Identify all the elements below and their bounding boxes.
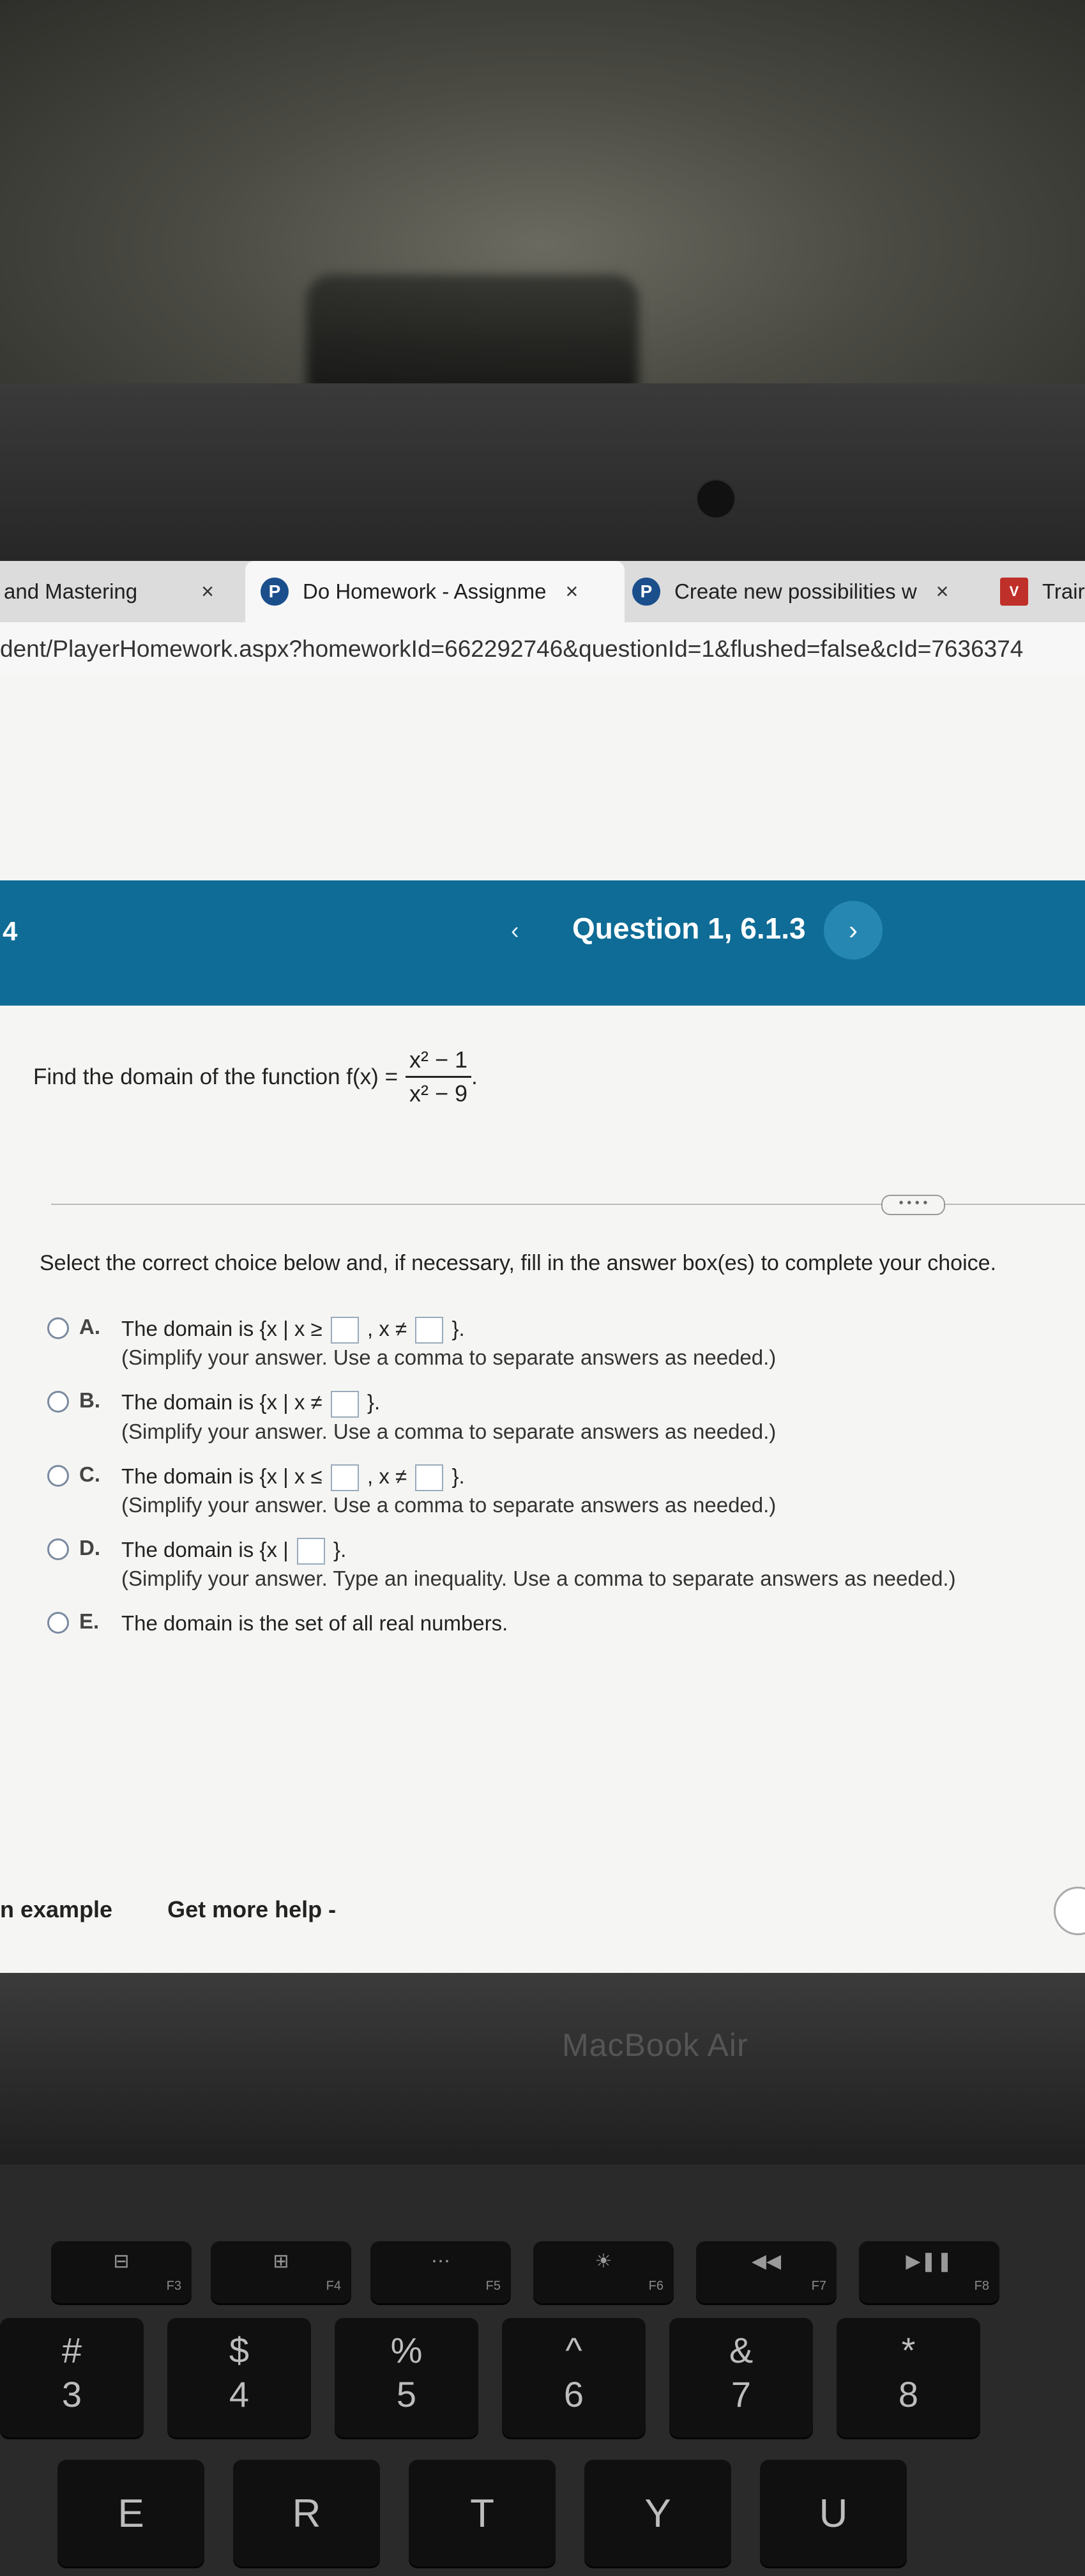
laptop-screen: [0, 561, 1085, 1973]
play-pause-icon: ▶❚❚: [906, 2251, 953, 2272]
fraction-denominator: x² − 9: [409, 1080, 468, 1107]
more-options-button[interactable]: • • • •: [881, 1195, 945, 1215]
radio-button[interactable]: [47, 1538, 69, 1560]
answer-box[interactable]: [331, 1464, 359, 1491]
choice-text: }.: [367, 1390, 381, 1414]
mission-control-icon: ⊟: [113, 2251, 130, 2272]
key-5: % 5: [335, 2318, 478, 2439]
key-f8: ▶❚❚ F8: [859, 2241, 999, 2305]
choice-letter: E.: [79, 1609, 100, 1634]
choice-text: }.: [451, 1317, 465, 1340]
radio-button[interactable]: [47, 1391, 69, 1413]
choice-text: }.: [451, 1464, 465, 1488]
key-f5: ⋯ F5: [370, 2241, 511, 2305]
key-8: * 8: [837, 2318, 980, 2439]
choice-hint: (Simplify your answer. Use a comma to separate answers as needed.): [121, 1419, 777, 1443]
question-header: [0, 880, 1085, 1006]
answer-box[interactable]: [415, 1464, 443, 1491]
pearson-icon: P: [632, 578, 660, 606]
choice-hint: (Simplify your answer. Use a comma to separate answers as needed.): [121, 1346, 777, 1370]
keyboard: [0, 2165, 1085, 2576]
choice-letter: A.: [79, 1315, 100, 1338]
choice-text: The domain is {x | x ≥: [121, 1317, 322, 1340]
key-f3: ⊟ F3: [51, 2241, 192, 2305]
webcam: [697, 480, 734, 518]
get-more-help-link[interactable]: Get more help -: [167, 1896, 337, 1922]
function-fraction: [406, 1046, 471, 1107]
url-text: dent/PlayerHomework.aspx?homeworkId=662292746&questionId=1&flushed=false&cId=7636374: [0, 636, 1024, 662]
choice-d[interactable]: [47, 1536, 1069, 1593]
choice-letter: C.: [79, 1462, 100, 1486]
address-bar[interactable]: [0, 622, 1085, 677]
radio-button[interactable]: [47, 1317, 69, 1339]
tab-label: Do Homework - Assignme: [303, 579, 547, 603]
problem-text: Find the domain of the function f(x) =: [33, 1064, 398, 1089]
laptop-bezel: [0, 383, 1085, 569]
keyboard-backlight-icon: ⋯: [431, 2251, 450, 2272]
view-example-link[interactable]: n example: [0, 1896, 113, 1922]
choice-text: The domain is {x | x ≠: [121, 1390, 322, 1414]
help-links: [0, 1896, 384, 1923]
key-7: & 7: [669, 2318, 813, 2439]
brightness-icon: ☀: [595, 2251, 612, 2272]
answer-choices: [47, 1315, 1069, 1654]
close-icon[interactable]: ×: [201, 579, 214, 604]
tab-training[interactable]: [1000, 561, 1085, 622]
instruction-text: Select the correct choice below and, if necessary, fill in the answer box(es) to complete your choice.: [40, 1251, 996, 1275]
previous-question-button[interactable]: ‹: [511, 917, 519, 944]
answer-box[interactable]: [415, 1317, 443, 1344]
choice-text: The domain is {x | x ≤: [121, 1464, 322, 1488]
choice-text: , x ≠: [367, 1317, 407, 1340]
laptop-chin: [0, 1973, 1085, 2165]
fraction-numerator: x² − 1: [406, 1046, 471, 1078]
next-question-button[interactable]: [824, 901, 883, 960]
chevron-right-icon: ›: [849, 915, 858, 945]
key-3: # 3: [0, 2318, 144, 2439]
tab-label: and Mastering: [4, 579, 138, 603]
homework-page: [0, 676, 1085, 1973]
key-4: $ 4: [167, 2318, 311, 2439]
choice-b[interactable]: [47, 1388, 1069, 1445]
choice-hint: (Simplify your answer. Use a comma to separate answers as needed.): [121, 1492, 777, 1517]
choice-letter: D.: [79, 1535, 100, 1560]
help-circle-button[interactable]: [1054, 1887, 1085, 1935]
key-f6: ☀ F6: [533, 2241, 674, 2305]
choice-text: The domain is the set of all real numbers.: [121, 1611, 508, 1636]
browser-tab-bar: [0, 561, 1085, 623]
close-icon[interactable]: ×: [936, 579, 949, 604]
choice-letter: B.: [79, 1388, 100, 1413]
key-f7: ◀◀ F7: [696, 2241, 837, 2305]
rewind-icon: ◀◀: [751, 2251, 782, 2272]
tab-mastering[interactable]: [0, 561, 247, 622]
tab-create-possibilities[interactable]: [632, 561, 977, 622]
brand-label: MacBook Air: [562, 2027, 748, 2063]
radio-button[interactable]: [47, 1612, 69, 1634]
choice-text: The domain is {x |: [121, 1537, 289, 1561]
choice-text: }.: [333, 1537, 347, 1561]
choice-e[interactable]: [47, 1609, 1069, 1637]
question-count: 4: [3, 916, 18, 946]
answer-box[interactable]: [331, 1317, 359, 1344]
question-title: Question 1, 6.1.3: [572, 912, 806, 945]
choice-a[interactable]: [47, 1315, 1069, 1372]
v-icon: V: [1000, 578, 1028, 606]
choice-text: , x ≠: [367, 1464, 407, 1488]
key-r: R: [233, 2460, 380, 2568]
radio-button[interactable]: [47, 1465, 69, 1487]
key-f4: ⊞ F4: [211, 2241, 351, 2305]
key-y: Y: [584, 2460, 731, 2568]
close-icon[interactable]: ×: [565, 579, 579, 604]
key-e: E: [57, 2460, 204, 2568]
key-t: T: [409, 2460, 556, 2568]
key-u: U: [760, 2460, 907, 2568]
tab-do-homework[interactable]: [245, 561, 625, 622]
problem-statement: Find the domain of the function f(x) = $\frac{\text{x² − 1}}{\text{x² − 9}}$ .: [33, 1046, 478, 1107]
answer-box[interactable]: [297, 1538, 325, 1565]
key-6: ^ 6: [502, 2318, 646, 2439]
tab-label: Trair: [1042, 579, 1085, 603]
tab-label: Create new possibilities w: [674, 579, 917, 603]
choice-hint: (Simplify your answer. Type an inequality. Use a comma to separate answers as needed.): [121, 1567, 956, 1591]
pearson-icon: P: [261, 578, 289, 606]
answer-box[interactable]: [331, 1391, 359, 1418]
choice-c[interactable]: [47, 1462, 1069, 1519]
launchpad-icon: ⊞: [273, 2251, 289, 2272]
